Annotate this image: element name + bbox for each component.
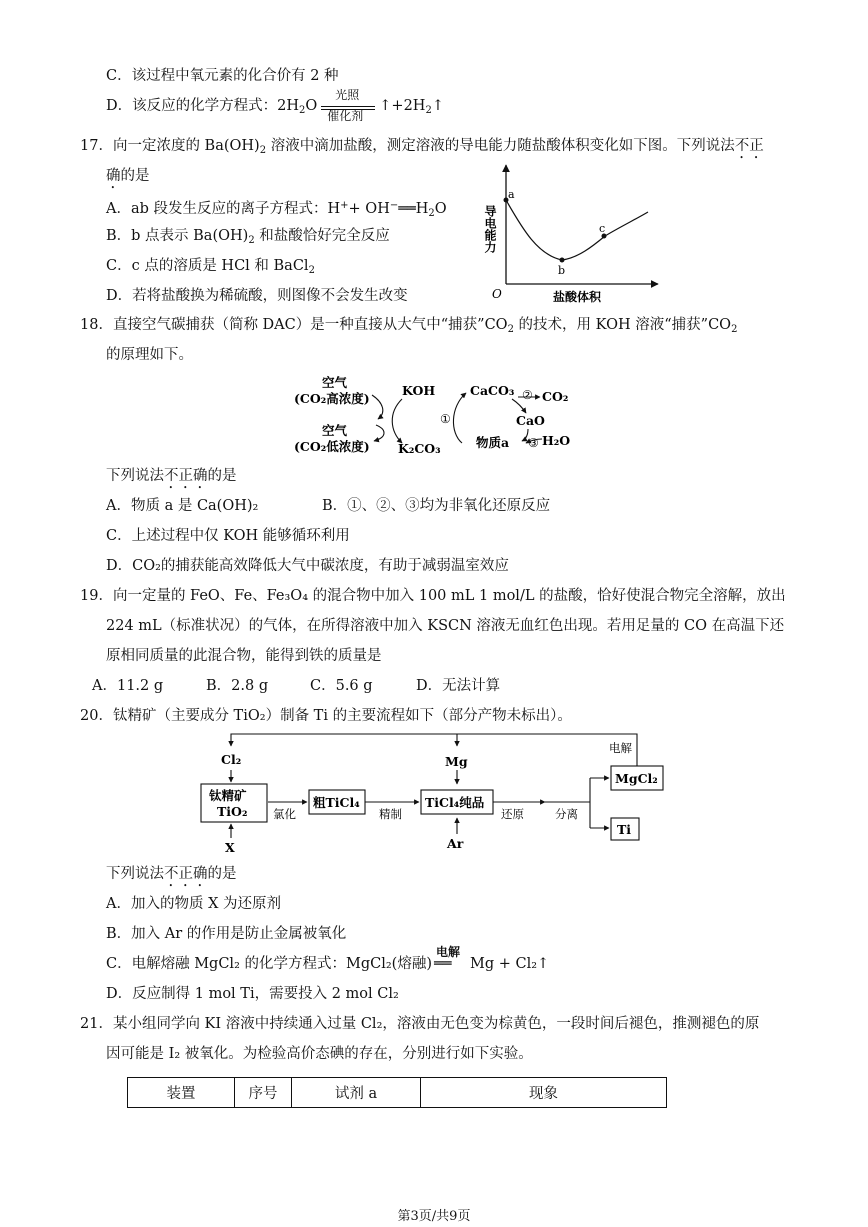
crude-ticl4-label: 粗TiCl₄	[313, 795, 360, 810]
q17-stem-line2: 确的是	[106, 168, 150, 184]
q21-stem-line1: 21．某小组同学向 KI 溶液中持续通入过量 Cl₂，溶液由无色变为棕黄色，一段时间后褪色，推测褪色的原	[80, 1016, 760, 1032]
page-footer: 第3页/共9页	[397, 1209, 471, 1224]
q20-stem: 20．钛精矿（主要成分 TiO₂）制备 Ti 的主要流程如下（部分产物未标出）。	[80, 708, 572, 724]
cl2-label: Cl₂	[221, 752, 242, 767]
q20-option-b: B．加入 Ar 的作用是防止金属被氧化	[106, 926, 347, 942]
substance-a-label: 物质a	[476, 435, 510, 450]
pure-ticl4-label: TiCl₄纯品	[425, 795, 485, 810]
q19-option-a: A．11.2 g	[92, 678, 164, 694]
q17-option-c: C．c 点的溶质是 HCl 和 BaCl$_2$	[106, 258, 315, 276]
table-header-row	[128, 1078, 667, 1108]
x-label: X	[225, 840, 235, 853]
ti-label: Ti	[617, 822, 632, 837]
q18-question: 下列说法不正确的是	[106, 468, 237, 484]
caco3-label: CaCO₃	[470, 383, 515, 398]
q17-stem-line1: 17．向一定浓度的 $Ba(OH)_2$ 溶液中滴加盐酸，测定溶液的导电能力随盐酸体积变化如下图。下列说法不正	[80, 138, 764, 156]
q16-option-c: C．该过程中氧元素的化合价有 2 种	[106, 68, 339, 84]
q19-option-d: D．无法计算	[416, 678, 501, 694]
x-axis-label: 盐酸体积	[553, 290, 602, 304]
separate-label: 分离	[555, 807, 578, 821]
header-reagent: 试剂 a	[292, 1078, 421, 1108]
koh-label: KOH	[402, 383, 436, 398]
q16-reaction-condition: 光照 催化剂	[317, 96, 379, 116]
refine-label: 精制	[379, 807, 402, 821]
point-b-label: b	[558, 264, 566, 277]
header-number: 序号	[235, 1078, 292, 1108]
air-low-conc: (CO₂低浓度)	[294, 439, 370, 454]
ar-label: Ar	[447, 836, 464, 851]
mgcl2-label: MgCl₂	[615, 771, 658, 786]
q20-option-a: A．加入的物质 X 为还原剂	[106, 896, 282, 912]
k2co3-label: K₂CO₃	[398, 441, 441, 456]
q18-option-a: A．物质 a 是 Ca(OH)₂	[106, 498, 259, 514]
reduce-label: 还原	[501, 807, 524, 821]
q20-question: 下列说法不正确的是	[106, 866, 237, 882]
h2o-label: H₂O	[542, 433, 571, 448]
point-c-label: c	[599, 222, 606, 235]
q17-conductivity-graph	[478, 160, 668, 310]
mg-label: Mg	[445, 754, 468, 769]
q20-electrolysis-condition: 电解 ══	[433, 945, 460, 972]
point-a-label: a	[508, 188, 515, 201]
cao-label: CaO	[516, 413, 545, 428]
header-phenomenon: 现象	[421, 1078, 667, 1108]
q18-stem-line2: 的原理如下。	[106, 347, 193, 363]
q17-option-d: D．若将盐酸换为稀硫酸，则图像不会发生改变	[106, 288, 408, 304]
q18-stem-line1: 18．直接空气碳捕获（简称 DAC）是一种直接从大气中“捕获$”CO_2$ 的技术，用 KOH 溶液“捕获$”CO_2$	[80, 317, 738, 335]
step-3: ③	[528, 436, 539, 450]
q16-option-d: D．该反应的化学方程式：$2H_2O$ 光照 催化剂 $↑+2H_2↑$	[106, 88, 444, 123]
q17-option-a: A．ab 段发生反应的离子方程式：$H^++ OH^-══H_2O$	[106, 200, 447, 219]
q21-experiment-table	[127, 1077, 667, 1108]
q19-stem-line3: 原相同质量的此混合物，能得到铁的质量是	[106, 648, 382, 664]
tio2-label: TiO₂	[217, 804, 248, 819]
q21-stem-line2: 因可能是 I₂ 被氧化。为检验高价态碘的存在，分别进行如下实验。	[106, 1046, 533, 1062]
chlorinate-label: 氯化	[273, 807, 296, 821]
conductivity-curve	[506, 200, 648, 260]
step-2: ②	[522, 388, 533, 402]
q18-option-c: C．上述过程中仅 KOH 能够循环利用	[106, 528, 350, 544]
q19-stem-line1: 19．向一定量的 FeO、Fe、Fe₃O₄ 的混合物中加入 100 mL 1 mol/L 的盐酸，恰好使混合物完全溶解，放出	[80, 588, 786, 604]
air-high-conc: (CO₂高浓度)	[294, 391, 370, 406]
point-b	[560, 258, 565, 263]
q19-option-c: C．5.6 g	[310, 678, 373, 694]
ore-label: 钛精矿	[209, 788, 247, 803]
electrolysis-label: 电解	[609, 741, 632, 755]
q18-dac-diagram	[290, 373, 580, 463]
q19-stem-line2: 224 mL（标准状况）的气体，在所得溶液中加入 KSCN 溶液无血红色出现。若用足量的 CO 在高温下还	[106, 618, 785, 634]
q18-option-b: B．①、②、③均为非氧化还原反应	[322, 498, 551, 514]
q20-option-d: D．反应制得 1 mol Ti，需要投入 2 mol Cl₂	[106, 986, 399, 1002]
step-1: ①	[440, 412, 451, 426]
q19-option-b: B．2.8 g	[206, 678, 269, 694]
q20-flow-diagram	[195, 728, 675, 853]
q20-option-c: C．电解熔融 MgCl₂ 的化学方程式：MgCl₂(熔融) 电解 ══ Mg + Cl₂↑	[106, 945, 550, 972]
header-apparatus: 装置	[128, 1078, 235, 1108]
air-low-label: 空气	[322, 423, 348, 438]
q17-option-b: B．b 点表示 $Ba(OH)_2$ 和盐酸恰好完全反应	[106, 228, 390, 246]
origin-label: O	[492, 287, 502, 301]
co2-label: CO₂	[542, 389, 569, 404]
q18-option-d: D．CO₂的捕获能高效降低大气中碳浓度，有助于减弱温室效应	[106, 558, 509, 574]
air-high-label: 空气	[322, 375, 348, 390]
y-axis-label: 导电能力	[483, 205, 497, 253]
